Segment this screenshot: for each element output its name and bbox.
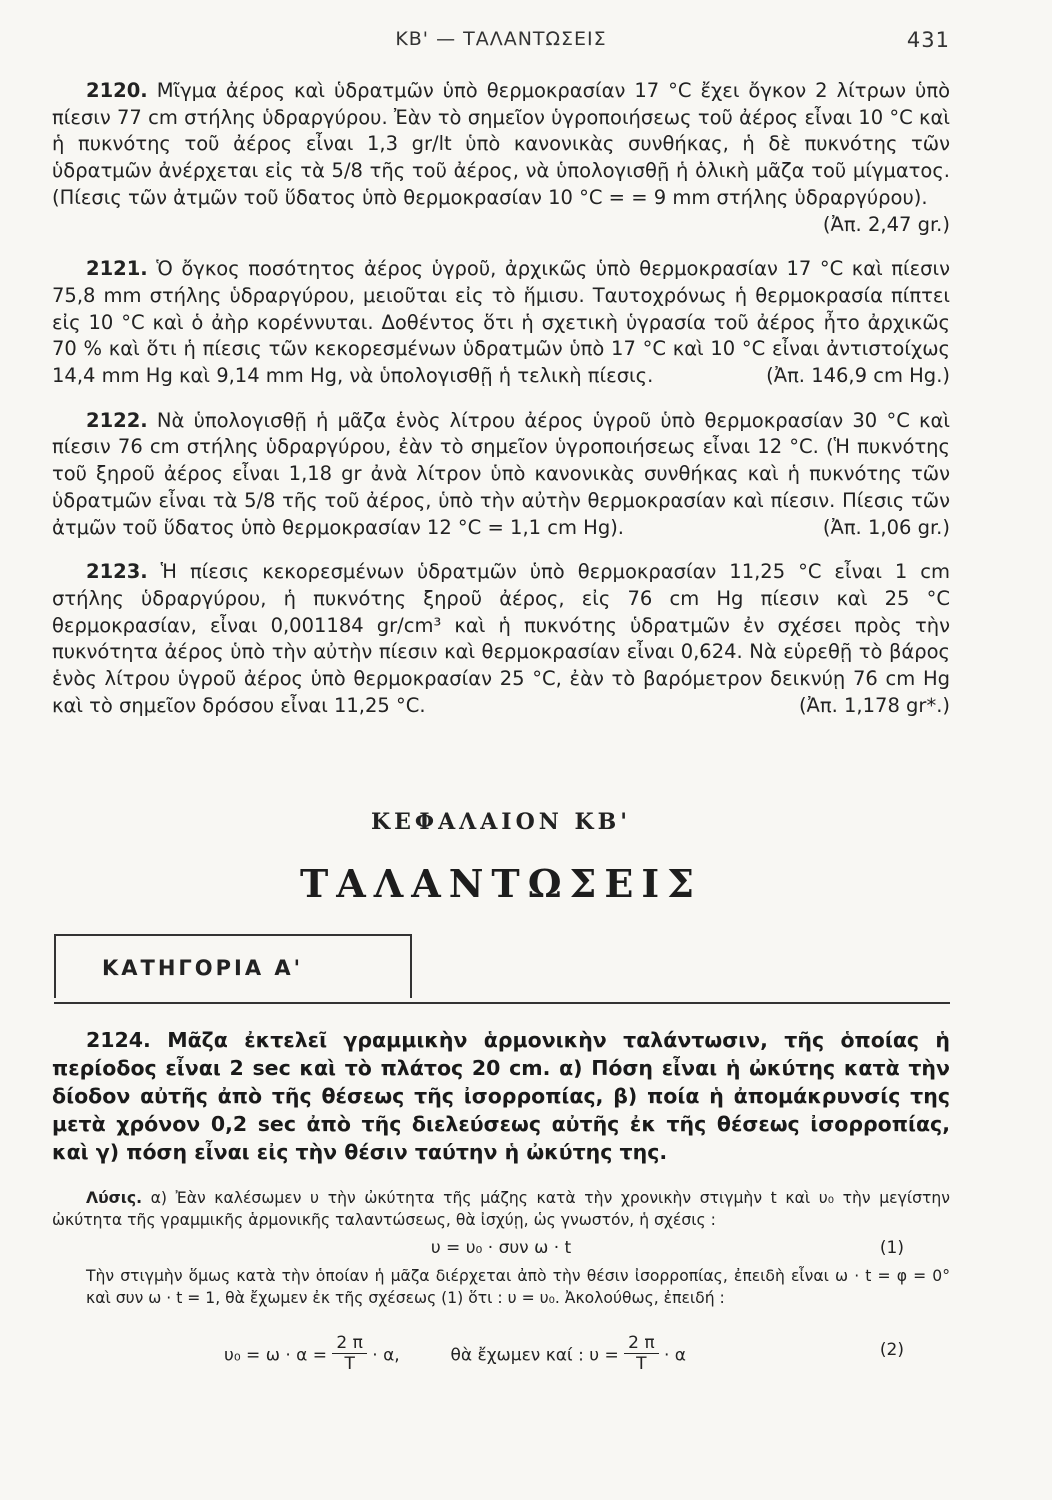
equation-1 bbox=[52, 1231, 950, 1265]
equation-body bbox=[224, 1332, 686, 1376]
equation-body: υ = υ₀ · συν ω · t bbox=[430, 1237, 572, 1258]
fraction-numerator: 2 π bbox=[332, 1333, 366, 1354]
eq-left: υ₀ = ω · α = bbox=[224, 1345, 328, 1366]
problem-text: Ὁ ὄγκος ποσότητος ἀέρος ὑγροῦ, ἀρχικῶς ὑπὸ θερμοκρασίαν 17 °C καὶ πίεσιν 75,8 mm στήλης ὑδραργύρου, μειοῦται εἰς τὸ ἥμισυ. Ταυτοχρόνως ἡ θερμοκρασία πίπτει εἰς 10 °C καὶ ὁ ἀὴρ κορέννυται. Δοθέντος ὅτι ἡ σχετικὴ ὑγρασία τοῦ ἀέρος ἦτο ἀρχικῶς 70 % καὶ ὅτι ἡ πίεσις τῶν κεκορεσμένων ὑδρατμῶν ὑπὸ 17 °C καὶ 10 °C εἶναι ἀντιστοίχως 14,4 mm Hg καὶ 9,14 mm Hg, νὰ ὑπολογισθῇ ἡ τελικὴ πίεσις. bbox=[52, 257, 950, 388]
equation-tag: (1) bbox=[879, 1237, 904, 1258]
running-title: ΚΒ' — ΤΑΛΑΝΤΩΣΕΙΣ bbox=[395, 28, 607, 50]
problem-text: Μᾶζα ἐκτελεῖ γραμμικὴν ἁρμονικὴν ταλάντωσιν, τῆς ὁποίας ἡ περίοδος εἶναι 2 sec καὶ τὸ πλάτος 20 cm. α) Πόση εἶναι ἡ ὠκύτης κατὰ τὴν δίοδον αὐτῆς ἀπὸ τῆς θέσεως τῆς ἰσορροπίας, β) ποία ἡ ἀπομάκρυνσίς της μετὰ χρόνον 0,2 sec ἀπὸ τῆς διελεύσεως αὐτῆς ἐκ τῆς θέσεως ἰσορροπίας, καὶ γ) πόση εἶναι εἰς τὴν θέσιν ταύτην ἡ ὠκύτης της. bbox=[52, 1028, 950, 1165]
fraction-numerator: 2 π bbox=[624, 1333, 658, 1354]
book-page bbox=[52, 22, 950, 1482]
problem-answer: (Ἀπ. 1,06 gr.) bbox=[822, 515, 950, 539]
problem-2123 bbox=[52, 559, 950, 719]
fraction bbox=[332, 1333, 366, 1374]
eq-mid-suffix: · α, bbox=[372, 1345, 400, 1366]
problem-answer: (Ἀπ. 146,9 cm Hg.) bbox=[766, 364, 950, 388]
chapter-title: ΤΑΛΑΝΤΩΣΕΙΣ bbox=[299, 861, 703, 907]
equation-2 bbox=[52, 1315, 950, 1377]
problem-number: 2124. bbox=[86, 1028, 151, 1053]
equation-tag: (2) bbox=[879, 1339, 904, 1360]
chapter-label: ΚΕΦΑΛΑΙΟΝ ΚΒ' bbox=[371, 809, 631, 836]
solution-text: α) Ἐὰν καλέσωμεν υ τὴν ὠκύτητα τῆς μάζης κατὰ τὴν χρονικὴν στιγμὴν t καὶ υ₀ τὴν μεγίστην ὠκύτητα τῆς γραμμικῆς ἁρμονικῆς ταλαντώσεως, θὰ ἰσχύῃ, ὡς γνωστόν, ἡ σχέσις : bbox=[52, 1188, 950, 1229]
problem-2122 bbox=[52, 408, 950, 542]
running-head bbox=[52, 22, 950, 62]
problem-number: 2122. bbox=[86, 408, 148, 432]
eq-connector-text: θὰ ἔχωμεν καί : bbox=[450, 1345, 584, 1366]
problem-text: Μῖγμα ἀέρος καὶ ὑδρατμῶν ὑπὸ θερμοκρασίαν 17 °C ἔχει ὄγκον 2 λίτρων ὑπὸ πίεσιν 77 cm στήλης ὑδραργύρου. Ἐὰν τὸ σημεῖον ὑγροποιήσεως τοῦ ἀέρος εἶναι 10 °C καὶ ἡ πυκνότης τοῦ ἀέρος εἶναι 1,3 gr/lt ὑπὸ κανονικὰς συνθήκας, ἡ δὲ πυκνότης τῶν ὑδρατμῶν ἀνέρχεται εἰς τὰ 5/8 τῆς τοῦ ἀέρος, νὰ ὑπολογισθῇ ἡ ὁλικὴ μᾶζα τοῦ μίγματος. (Πίεσις τῶν ἀτμῶν τοῦ ὕδατος ὑπὸ θερμοκρασίαν 10 °C = = 9 mm στήλης ὑδραργύρου). bbox=[52, 79, 951, 209]
solution-paragraph-2: Τὴν στιγμὴν ὅμως κατὰ τὴν ὁποίαν ἡ μᾶζα διέρχεται ἀπὸ τὴν θέσιν ἰσορροπίας, ἐπειδὴ εἶναι ω · t = φ = 0° καὶ συν ω · t = 1, θὰ ἔχωμεν ἐκ τῆς σχέσεως (1) ὅτι : υ = υ₀. Ἀκολούθως, ἐπειδή : bbox=[86, 1266, 950, 1307]
solution bbox=[52, 1187, 950, 1377]
fraction-denominator: T bbox=[636, 1353, 647, 1374]
problem-answer: (Ἀπ. 2,47 gr.) bbox=[822, 212, 950, 236]
fraction-denominator: T bbox=[344, 1353, 355, 1374]
problem-text: Νὰ ὑπολογισθῇ ἡ μᾶζα ἑνὸς λίτρου ἀέρος ὑγροῦ ὑπὸ θερμοκρασίαν 30 °C καὶ πίεσιν 76 cm στήλης ὑδραργύρου, ἐὰν τὸ σημεῖον ὑγροποιήσεως εἶναι 12 °C. (Ἡ πυκνότης τοῦ ξηροῦ ἀέρος εἶναι 1,18 gr ἀνὰ λίτρον ὑπὸ κανονικὰς συνθήκας καὶ ἡ πυκνότης τῶν ὑδρατμῶν εἶναι τὰ 5/8 τῆς τοῦ ἀέρος, ὑπὸ τὴν αὐτὴν θερμοκρασίαν καὶ πίεσιν. Πίεσις τῶν ἀτμῶν τοῦ ὕδατος ὑπὸ θερμοκρασίαν 12 °C = 1,1 cm Hg). bbox=[52, 408, 950, 539]
page-number: 431 bbox=[906, 28, 950, 52]
problem-2124 bbox=[52, 1026, 950, 1166]
eq-right-prefix: υ = bbox=[589, 1345, 619, 1366]
problem-number: 2120. bbox=[86, 79, 148, 102]
category-box bbox=[54, 934, 412, 998]
problem-number: 2123. bbox=[86, 560, 148, 584]
category-rule bbox=[54, 1002, 950, 1004]
category-label: ΚΑΤΗΓΟΡΙΑ Α' bbox=[102, 956, 304, 981]
eq-right-suffix: · α bbox=[663, 1345, 686, 1366]
problem-answer: (Ἀπ. 1,178 gr*.) bbox=[798, 693, 950, 717]
category-heading bbox=[52, 932, 950, 1004]
problem-2120 bbox=[52, 78, 950, 238]
problem-2121 bbox=[52, 256, 950, 390]
solution-paragraph-1 bbox=[52, 1187, 950, 1231]
problem-text: Ἡ πίεσις κεκορεσμένων ὑδρατμῶν ὑπὸ θερμοκρασίαν 11,25 °C εἶναι 1 cm στήλης ὑδραργύρου, ἡ πυκνότης ξηροῦ ἀέρος, εἰς 76 cm Hg πίεσιν καὶ 25 °C θερμοκρασίαν, εἶναι 0,001184 gr/cm³ καὶ ἡ πυκνότης ὑδρατμῶν ἐν σχέσει πρὸς τὴν πυκνότητα ἀέρος ὑπὸ τὴν αὐτὴν πίεσιν καὶ θερμοκρασίαν εἶναι 0,624. Νὰ εὑρεθῇ τὸ βάρος ἑνὸς λίτρου ὑγροῦ ἀέρος ὑπὸ θερμοκρασίαν 25 °C, ἐὰν τὸ βαρόμετρον δεικνύῃ 76 cm Hg καὶ τὸ σημεῖον δρόσου εἶναι 11,25 °C. bbox=[52, 560, 950, 717]
problem-number: 2121. bbox=[86, 257, 148, 281]
solution-label: Λύσις. bbox=[86, 1188, 142, 1207]
fraction bbox=[624, 1333, 658, 1374]
